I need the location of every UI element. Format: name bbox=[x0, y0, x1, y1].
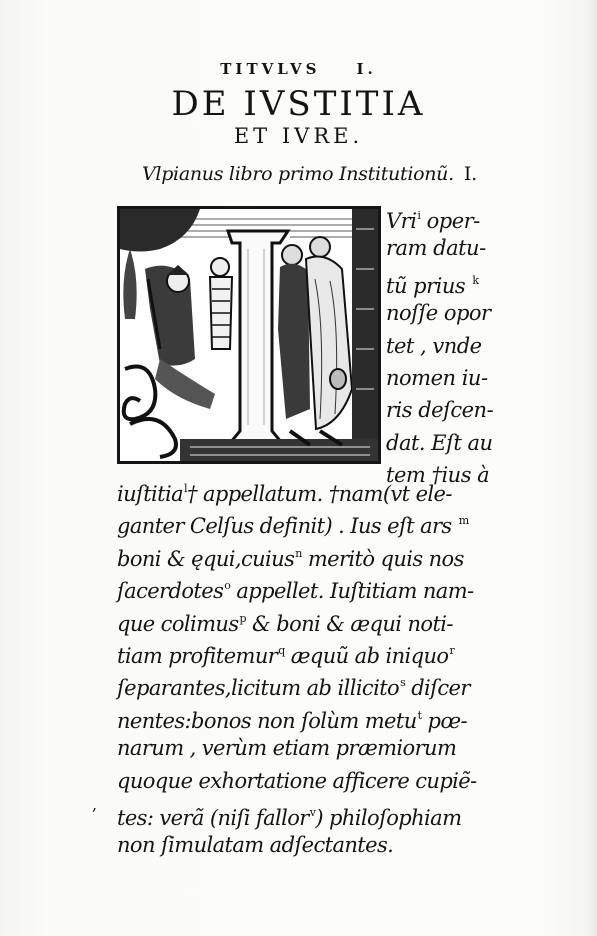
text-line: nomen iu- bbox=[386, 365, 488, 390]
text-line: ram datu- bbox=[386, 236, 486, 261]
footnote-marker: o bbox=[224, 579, 231, 593]
text-line: ganter Celſus definit) . Ius eſt ars $^m$ bbox=[117, 514, 469, 539]
footnote-marker: m bbox=[458, 514, 469, 528]
text-line: ſeparantes,licitum ab illicito$^s$ diſcer bbox=[117, 676, 470, 701]
footnote-marker: k bbox=[472, 273, 479, 287]
text-line: noſſe opor bbox=[386, 301, 491, 326]
text-line: boni & ęqui,cuius$^n$ meritò quis nos bbox=[117, 546, 464, 571]
text-line: ris deſcen- bbox=[386, 398, 494, 423]
footnote-marker: l bbox=[184, 482, 187, 495]
text-line: dat. Eſt au bbox=[386, 430, 493, 455]
stray-mark: , bbox=[92, 795, 98, 814]
body-text bbox=[117, 473, 507, 862]
title-continued: ET IVRE. bbox=[233, 124, 364, 148]
titulus-number: I. bbox=[356, 60, 377, 78]
text-line: nentes:bonos non ſolùm metu$^t$ pœ- bbox=[117, 708, 468, 733]
footnote-marker: i bbox=[417, 209, 421, 222]
text-line: narum , verùm etiam præmiorum bbox=[117, 736, 457, 761]
footnote-marker: v bbox=[309, 805, 316, 819]
footnote-marker: n bbox=[295, 546, 302, 560]
main-title: DE IVSTITIA bbox=[171, 84, 426, 124]
titulus-heading bbox=[0, 60, 597, 78]
titulus-label: TITVLVS bbox=[220, 60, 321, 78]
source-attribution bbox=[142, 163, 477, 185]
text-line: que colimus$^p$ & boni & æqui noti- bbox=[117, 611, 453, 636]
source-text: Vlpianus libro primo Institutionũ. bbox=[142, 163, 454, 185]
text-line: iuſtitia$^l$† appellatum. †nam(vt ele- bbox=[117, 482, 452, 506]
text-line: Vri$^i$ oper- bbox=[386, 209, 480, 233]
text-line: tiam profitemur$^q$ æquũ ab iniquo$^r$ bbox=[117, 643, 455, 668]
footnote-marker: r bbox=[449, 643, 455, 657]
text-line: quoque exhortatione afficere cupiẽ- bbox=[117, 768, 477, 793]
footnote-marker: s bbox=[400, 676, 406, 690]
footnote-marker: q bbox=[278, 643, 285, 657]
text-line: tũ prius $^k$ bbox=[386, 273, 479, 298]
text-line: non ſimulatam adſectantes. bbox=[117, 833, 394, 858]
woodcut-initial-I-icon bbox=[117, 206, 381, 464]
text-line: tet , vnde bbox=[386, 333, 482, 358]
text-line: tem †ius à bbox=[386, 463, 490, 488]
footnote-marker: t bbox=[417, 708, 422, 722]
text-line: ſacerdotes$^o$ appellet. Iuſtitiam nam- bbox=[117, 579, 474, 604]
footnote-marker: p bbox=[239, 611, 246, 625]
source-number: I. bbox=[463, 163, 477, 185]
right-column-text bbox=[386, 200, 506, 492]
text-line: tes: verã (niſi fallor$^v$) philoſophiam bbox=[117, 805, 462, 830]
